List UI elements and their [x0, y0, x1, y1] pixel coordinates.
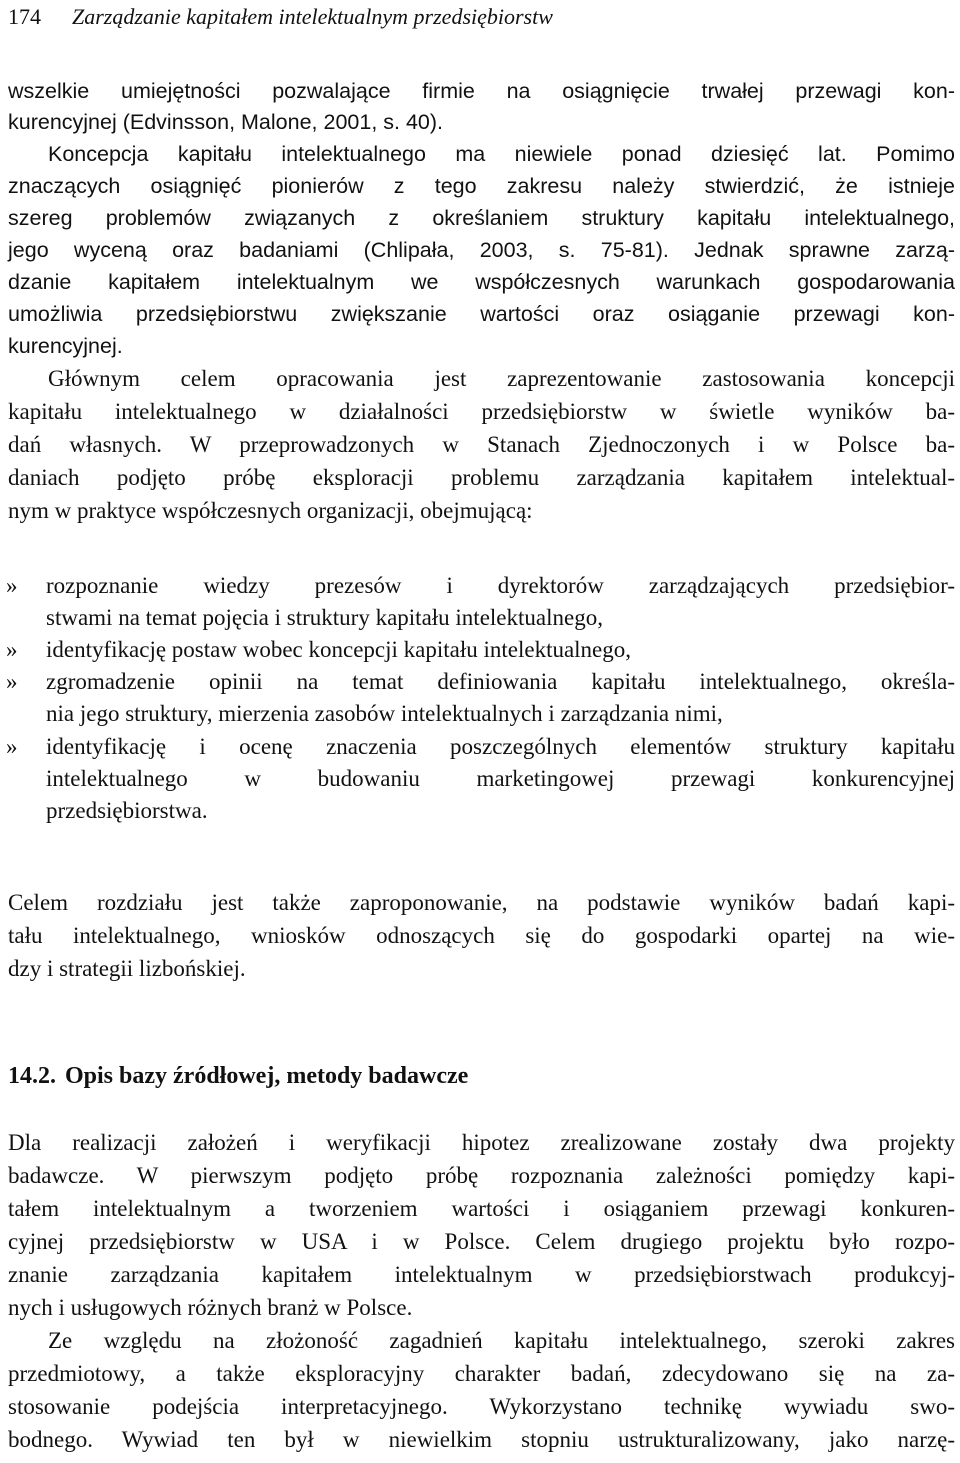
text-line: dzanie kapitałem intelektualnym we współczesnych warunkach gospodarowania — [8, 270, 955, 294]
text-line: stosowanie podejścia interpretacyjnego. Wykorzystano technikę wywiadu swo- — [8, 1394, 955, 1419]
text-line: Głównym celem opracowania jest zaprezentowanie zastosowania koncepcji — [48, 366, 955, 391]
text-line: Koncepcja kapitału intelektualnego ma niewiele ponad dziesięć lat. Pomimo — [48, 142, 955, 166]
text-line: nych i usługowych różnych branż w Polsce. — [8, 1295, 413, 1320]
bullet-marker: » — [6, 637, 18, 662]
text-line: Ze względu na złożoność zagadnień kapitału intelektualnego, szeroki zakres — [48, 1328, 955, 1353]
section-heading — [8, 1060, 468, 1092]
text-line: cyjnej przedsiębiorstw w USA i w Polsce. Celem drugiego projektu było rozpo- — [8, 1229, 955, 1254]
section-title: Opis bazy źródłowej, metody badawcze — [65, 1063, 469, 1089]
text-line: wszelkie umiejętności pozwalające firmie na osiągnięcie trwałej przewagi kon- — [8, 79, 955, 103]
bullet-marker: » — [6, 669, 18, 694]
section-number: 14.2. — [8, 1063, 56, 1089]
text-line: znanie zarządzania kapitałem intelektualnym w przedsiębiorstwach produkcyj- — [8, 1262, 955, 1287]
text-line: kapitału intelektualnego w działalności przedsiębiorstw w świetle wyników ba- — [8, 399, 955, 424]
text-line: tałem intelektualnym a tworzeniem wartości i osiąganiem przewagi konkuren- — [8, 1196, 955, 1221]
list-item-line: identyfikację i ocenę znaczenia poszczególnych elementów struktury kapitału — [46, 734, 955, 759]
page-number: 174 — [8, 4, 41, 29]
text-line: przedmiotowy, a także eksploracyjny charakter badań, zdecydowano się na za- — [8, 1361, 955, 1386]
text-line: Celem rozdziału jest także zaproponowanie, na podstawie wyników badań kapi- — [8, 890, 955, 915]
list-item-line: identyfikację postaw wobec koncepcji kapitału intelektualnego, — [46, 637, 632, 662]
text-line: szereg problemów związanych z określaniem struktury kapitału intelektualnego, — [8, 206, 955, 230]
list-item-line: intelektualnego w budowaniu marketingowej przewagi konkurencyjnej — [46, 766, 955, 791]
bullet-marker: » — [6, 573, 18, 598]
list-item-line: przedsiębiorstwa. — [46, 798, 208, 823]
text-line: tału intelektualnego, wniosków odnoszących się do gospodarki opartej na wie- — [8, 923, 955, 948]
running-title: Zarządzanie kapitałem intelektualnym przedsiębiorstw — [72, 4, 553, 29]
text-line: daniach podjęto próbę eksploracji problemu zarządzania kapitałem intelektual- — [8, 465, 955, 490]
text-line: dzy i strategii lizbońskiej. — [8, 956, 246, 981]
text-line: badawcze. W pierwszym podjęto próbę rozpoznania zależności pomiędzy kapi- — [8, 1163, 955, 1188]
list-item-line: nia jego struktury, mierzenia zasobów intelektualnych i zarządzania nimi, — [46, 701, 723, 726]
text-line: nym w praktyce współczesnych organizacji, obejmującą: — [8, 498, 533, 523]
text-line: kurencyjnej (Edvinsson, Malone, 2001, s. 40). — [8, 110, 444, 134]
list-item-line: stwami na temat pojęcia i struktury kapitału intelektualnego, — [46, 605, 603, 630]
running-header — [8, 2, 553, 32]
text-line: kurencyjnej. — [8, 334, 123, 358]
text-line: bodnego. Wywiad ten był w niewielkim stopniu ustrukturalizowany, jako narzę- — [8, 1427, 955, 1452]
text-line: znaczących osiągnięć pionierów z tego zakresu należy stwierdzić, że istnieje — [8, 174, 955, 198]
text-line: Dla realizacji założeń i weryfikacji hipotez zrealizowane zostały dwa projekty — [8, 1130, 955, 1155]
text-line: umożliwia przedsiębiorstwu zwiększanie wartości oraz osiąganie przewagi kon- — [8, 302, 955, 326]
text-line: jego wyceną oraz badaniami (Chlipała, 2003, s. 75-81). Jednak sprawne zarzą- — [8, 238, 955, 262]
list-item-line: zgromadzenie opinii na temat definiowania kapitału intelektualnego, określa- — [46, 669, 955, 694]
list-item-line: rozpoznanie wiedzy prezesów i dyrektorów zarządzających przedsiębior- — [46, 573, 955, 598]
text-line: dań własnych. W przeprowadzonych w Stanach Zjednoczonych i w Polsce ba- — [8, 432, 955, 457]
bullet-marker: » — [6, 734, 18, 759]
